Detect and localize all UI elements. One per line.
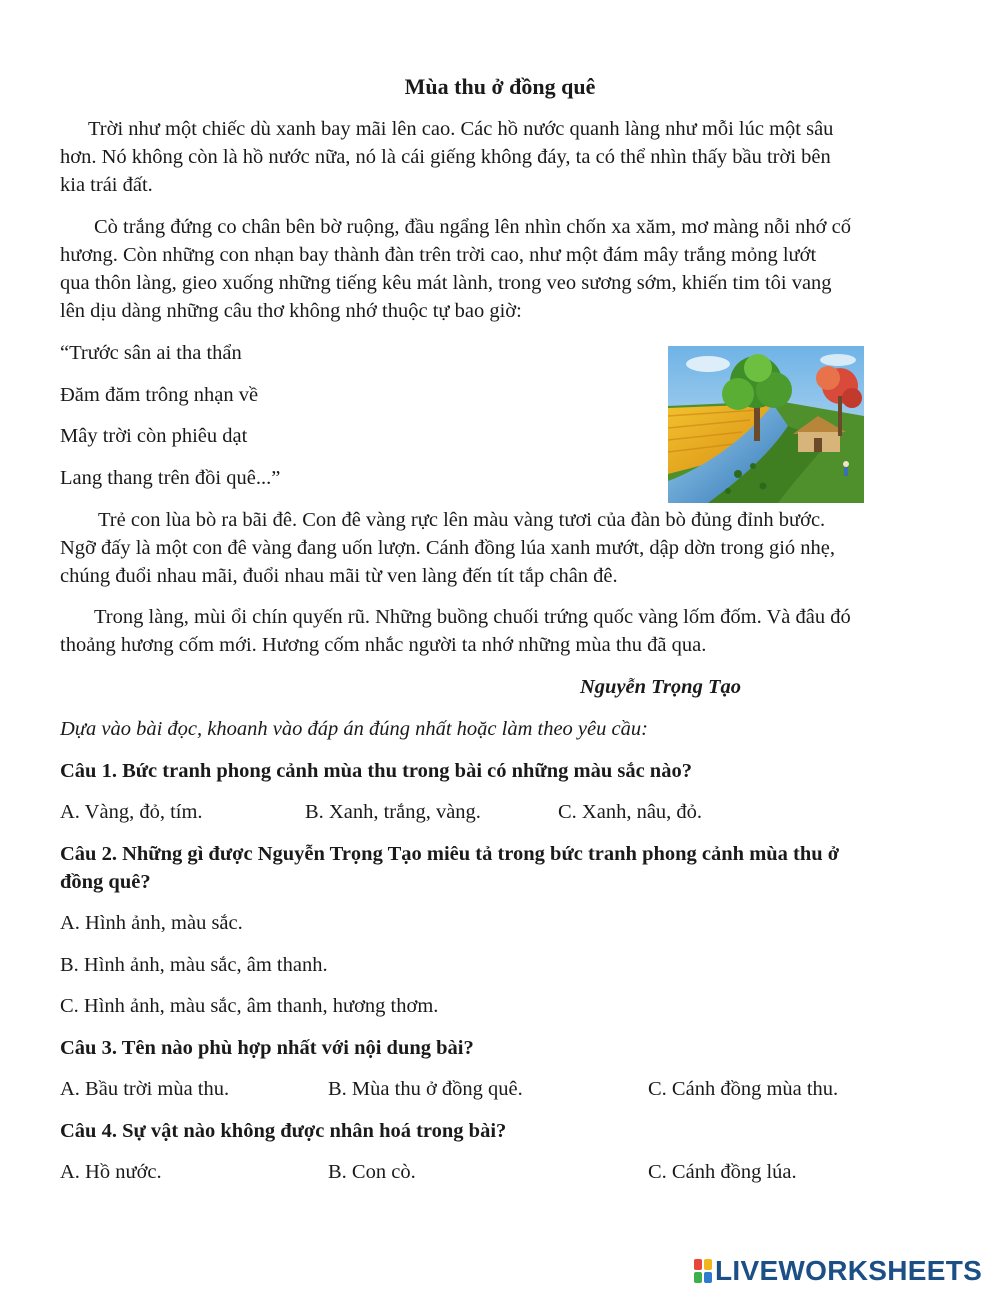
- answer-option[interactable]: C. Xanh, nâu, đỏ.: [558, 801, 703, 823]
- paragraph-line: kia trái đất.: [60, 174, 153, 196]
- question-2: Câu 2. Những gì được Nguyễn Trọng Tạo miêu tả trong bức tranh phong cảnh mùa thu ở: [60, 843, 840, 865]
- poem-line: Đăm đăm trông nhạn về: [60, 384, 259, 406]
- autumn-countryside-painting: [668, 346, 864, 503]
- question-2-continued: đồng quê?: [60, 871, 151, 893]
- liveworksheets-logo: [694, 1257, 982, 1285]
- paragraph-line: thoảng hương cốm mới. Hương cốm nhắc người ta nhớ những mùa thu đã qua.: [60, 634, 707, 656]
- instruction-text: Dựa vào bài đọc, khoanh vào đáp án đúng nhất hoặc làm theo yêu cầu:: [60, 718, 648, 740]
- question-4: Câu 4. Sự vật nào không được nhân hoá trong bài?: [60, 1120, 507, 1142]
- paragraph-line: hơn. Nó không còn là hồ nước nữa, nó là cái giếng không đáy, ta có thể nhìn thấy bầu trời bên: [60, 146, 831, 168]
- paragraph-line: Trong làng, mùi ổi chín quyến rũ. Những buồng chuối trứng quốc vàng lốm đốm. Và đâu đó: [94, 606, 851, 628]
- answer-option[interactable]: B. Mùa thu ở đồng quê.: [328, 1078, 523, 1100]
- paragraph-line: qua thôn làng, gieo xuống những tiếng kêu mát lành, trong veo sương sớm, khiến tim tôi vang: [60, 272, 832, 294]
- paragraph-line: Ngỡ đấy là một con đê vàng đang uốn lượn. Cánh đồng lúa xanh mướt, dập dờn trong gió nhẹ,: [60, 537, 835, 559]
- paragraph-line: Cò trắng đứng co chân bên bờ ruộng, đầu ngẩng lên nhìn chốn xa xăm, mơ màng nỗi nhớ cố: [94, 216, 851, 238]
- paragraph-line: hương. Còn những con nhạn bay thành đàn trên trời cao, như một đám mây trắng mỏng lướt: [60, 244, 817, 266]
- answer-option[interactable]: B. Con cò.: [328, 1161, 416, 1183]
- logo-text: LIVEWORKSHEETS: [715, 1255, 983, 1286]
- author-name: Nguyễn Trọng Tạo: [580, 676, 741, 698]
- answer-option[interactable]: B. Xanh, trắng, vàng.: [305, 801, 481, 823]
- answer-option[interactable]: C. Cánh đồng lúa.: [648, 1161, 797, 1183]
- paragraph-line: chúng đuổi nhau mãi, đuổi nhau mãi từ ven làng đến tít tắp chân đê.: [60, 565, 618, 587]
- answer-option[interactable]: A. Hình ảnh, màu sắc.: [60, 912, 243, 934]
- poem-line: Mây trời còn phiêu dạt: [60, 425, 248, 447]
- question-1: Câu 1. Bức tranh phong cảnh mùa thu trong bài có những màu sắc nào?: [60, 760, 692, 782]
- paragraph-line: Trời như một chiếc dù xanh bay mãi lên cao. Các hồ nước quanh làng như mỗi lúc một sâu: [88, 118, 834, 140]
- answer-option[interactable]: A. Hồ nước.: [60, 1161, 162, 1183]
- answer-option[interactable]: C. Hình ảnh, màu sắc, âm thanh, hương thơm.: [60, 995, 439, 1017]
- poem-line: “Trước sân ai tha thẩn: [60, 342, 242, 364]
- answer-option[interactable]: A. Bầu trời mùa thu.: [60, 1078, 230, 1100]
- liveworksheets-logo-icon: [694, 1259, 712, 1283]
- answer-option[interactable]: A. Vàng, đỏ, tím.: [60, 801, 203, 823]
- paragraph-line: Trẻ con lùa bò ra bãi đê. Con đê vàng rực lên màu vàng tươi của đàn bò đủng đỉnh bước.: [98, 509, 826, 531]
- answer-option[interactable]: C. Cánh đồng mùa thu.: [648, 1078, 839, 1100]
- page-title: Mùa thu ở đồng quê: [404, 74, 596, 99]
- answer-option[interactable]: B. Hình ảnh, màu sắc, âm thanh.: [60, 954, 328, 976]
- question-3: Câu 3. Tên nào phù hợp nhất với nội dung bài?: [60, 1037, 474, 1059]
- paragraph-line: lên dịu dàng những câu thơ không nhớ thuộc tự bao giờ:: [60, 300, 522, 322]
- poem-line: Lang thang trên đồi quê...”: [60, 467, 281, 489]
